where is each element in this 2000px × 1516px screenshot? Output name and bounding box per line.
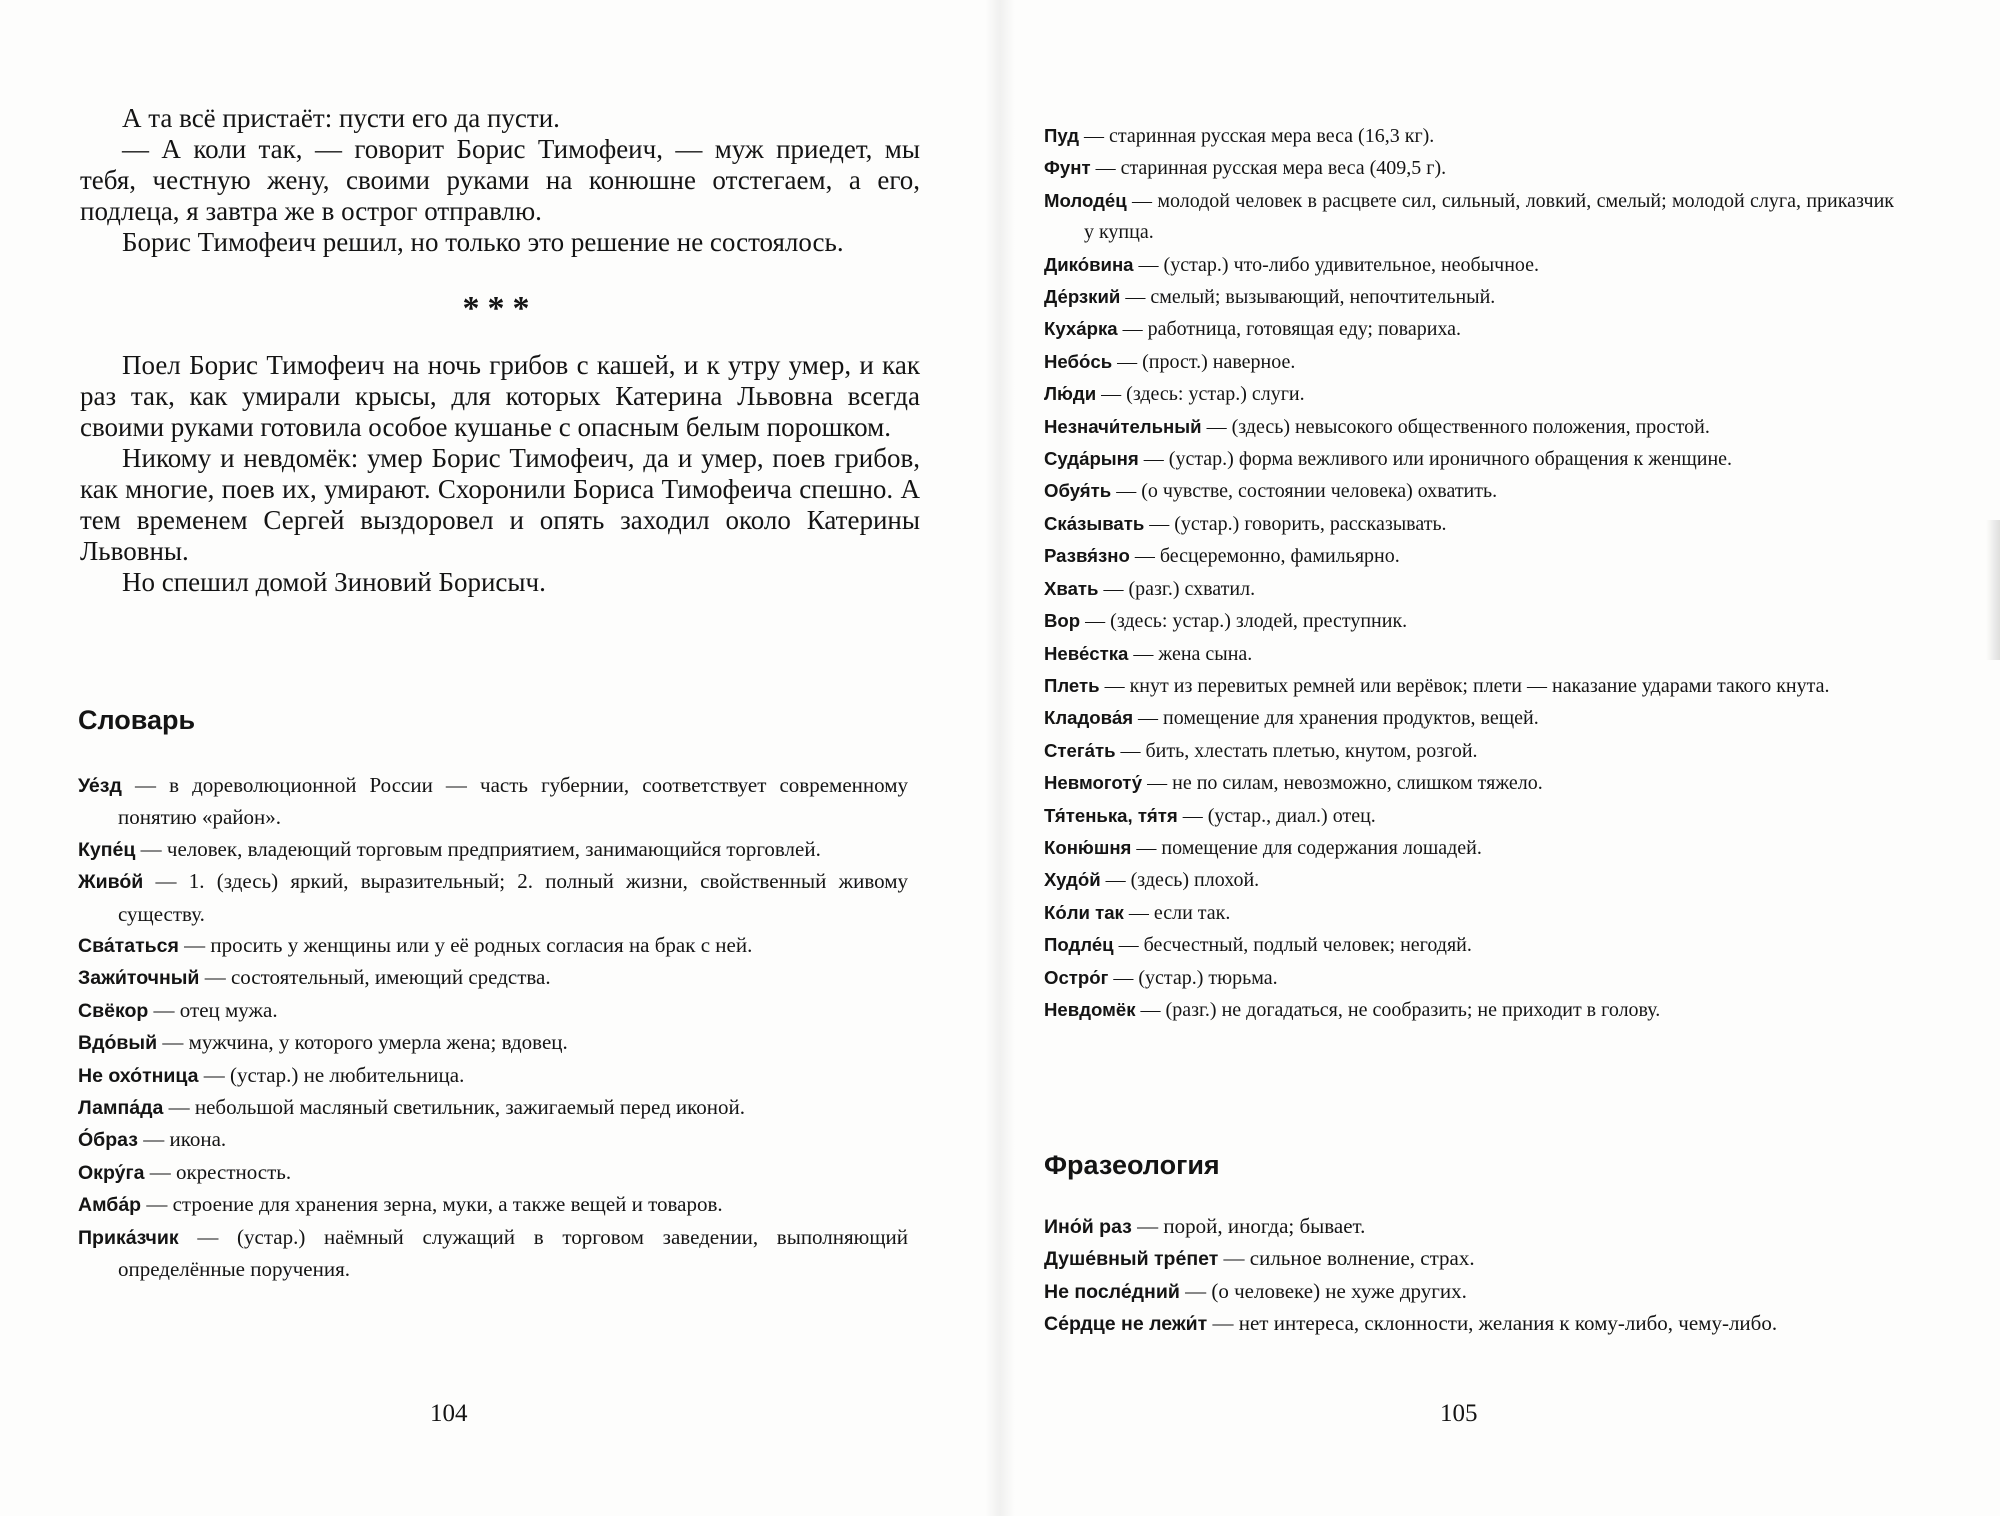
glossary-entry [1044,508,1894,540]
phraseology-heading: Фразеология [1044,1150,1220,1180]
glossary-term: Худо́й [1044,869,1101,891]
glossary-term: Остро́г [1044,966,1109,988]
story-paragraph: Поел Борис Тимофеич на ночь грибов с кашей, и к утру умер, и как раз так, как умирали крысы, для которых Катерина Львовна всегда своими руками готовила особое кушанье с опасным белым порошком. [80,350,920,442]
glossary-definition: — (устар.) тюрьма. [1113,966,1278,989]
glossary-term: Амба́р [78,1194,142,1217]
glossary-term: Фунт [1044,157,1091,179]
phraseology-entry [1044,1243,1894,1275]
glossary-entry [1044,864,1894,896]
glossary-definition: — (здесь: устар.) злодей, преступник. [1085,610,1408,633]
glossary-entry [1044,540,1894,572]
glossary-term: Стега́ть [1044,739,1116,761]
glossary-entry [78,962,908,994]
glossary-term: Купе́ц [78,838,136,861]
glossary-definition: — просить у женщины или у её родных согласия на брак с ней. [184,933,753,958]
glossary-term: Неве́стка [1044,642,1129,664]
section-separator: *** [462,290,538,327]
glossary-term: Зажи́точный [78,967,200,990]
glossary-entry [1044,735,1894,767]
glossary-entry [1044,767,1894,799]
glossary-definition: — (здесь) плохой. [1105,869,1260,892]
glossary-entry [78,1124,908,1156]
glossary-term: Дико́вина [1044,253,1134,275]
glossary-term: Пуд [1044,125,1080,146]
glossary-entry [1044,638,1894,670]
glossary-term: Окру́га [78,1161,145,1184]
glossary-term: Молоде́ц [1044,189,1127,211]
glossary-definition: — человек, владеющий торговым предприятием, занимающийся торговлей. [140,836,821,861]
glossary-definition: — бесчестный, подлый человек; негодяй. [1118,934,1472,957]
glossary-term: Тя́тенька, тя́тя [1044,804,1178,826]
glossary-term: Не охо́тница [78,1064,199,1087]
phraseology-entry [1044,1211,1894,1243]
glossary-definition: — если так. [1128,901,1231,924]
glossary-entry [1044,702,1894,734]
glossary-definition: — состоятельный, имеющий средства. [204,965,551,990]
glossary-entry [1044,249,1894,281]
glossary-definition: — (прост.) наверное. [1117,350,1296,373]
glossary-entry [1044,443,1894,475]
glossary-definition: — помещение для содержания лошадей. [1136,836,1482,859]
glossary-entry [78,995,908,1027]
story-paragraph: Но спешил домой Зиновий Борисыч. [122,567,546,597]
glossary-term: Сва́таться [78,935,179,958]
glossary-term: Суда́рыня [1044,448,1139,470]
story-paragraph: Никому и невдомёк: умер Борис Тимофеич, да и умер, поев грибов, как многие, поев их, умирают. Схоронили Бориса Тимофеича спешно. А тем временем Сергей выздоровел и опять заходил около Катерины Львовны. [80,443,920,566]
glossary-term: Обуя́ть [1044,480,1112,502]
glossary-definition: — (устар.) не любительница. [203,1062,465,1087]
glossary-definition: — отец мужа. [153,997,278,1022]
phraseology-list [1044,1211,1894,1341]
glossary-term: Хвать [1044,577,1099,599]
phraseology-definition: — (о человеке) не хуже других. [1185,1278,1467,1303]
story-paragraph: Борис Тимофеич решил, но только это решение не состоялось. [122,227,844,257]
glossary-definition: — молодой человек в расцвете сил, сильный, ловкий, смелый; молодой слуга, приказчик у купца. [1084,189,1894,244]
glossary-definition: — (устар.) что-либо удивительное, необычное. [1138,253,1540,276]
glossary-definition: — мужчина, у которого умерла жена; вдовец. [162,1030,568,1055]
story-text-top [80,103,920,258]
glossary-entry [78,1189,908,1221]
glossary-definition: — в дореволюционной России — часть губернии, соответствует современному понятию «район». [118,773,909,830]
glossary-term: Подле́ц [1044,934,1114,956]
glossary-term: Кладова́я [1044,707,1134,729]
glossary-term: Живо́й [78,871,144,894]
glossary-definition: — (здесь) невысокого общественного положения, простой. [1206,415,1710,438]
glossary-definition: — икона. [143,1127,227,1152]
glossary-entry [1044,962,1894,994]
glossary-term: Лампа́да [78,1097,164,1120]
glossary-term: Коню́шня [1044,836,1132,858]
glossary-entry [1044,605,1894,637]
page-number: 105 [1440,1400,1478,1427]
glossary-term: Вор [1044,610,1081,632]
phraseology-term: Се́рдце не лежи́т [1044,1313,1208,1336]
glossary-term: Ска́зывать [1044,512,1145,534]
glossary-definition: — жена сына. [1133,642,1253,665]
glossary-entry [1044,475,1894,507]
glossary-term: Прика́зчик [78,1226,179,1249]
glossary-definition: — работница, готовящая еду; повариха. [1122,318,1462,341]
glossary-term: Плеть [1044,674,1100,696]
glossary-term: Куха́рка [1044,318,1118,340]
glossary-term: Свёкор [78,999,149,1022]
phraseology-entry [1044,1308,1894,1340]
glossary-term: Небо́сь [1044,350,1113,372]
glossary-heading: Словарь [78,705,196,735]
glossary-entry [1044,929,1894,961]
glossary-term: Де́рзкий [1044,286,1121,308]
glossary-definition: — не по силам, невозможно, слишком тяжело. [1147,772,1543,795]
phraseology-term: Душе́вный тре́пет [1044,1248,1219,1271]
glossary-definition: — (разг.) не догадаться, не сообразить; не приходит в голову. [1140,998,1661,1021]
glossary-definition: — помещение для хранения продуктов, вещей. [1138,707,1539,730]
phraseology-entry [1044,1276,1894,1308]
story-paragraph: А та всё пристаёт: пусти его да пусти. [122,103,560,133]
glossary-entry [1044,346,1894,378]
glossary-entry [78,1157,908,1189]
glossary-entry [1044,120,1894,152]
glossary-definition: — бесцеремонно, фамильярно. [1134,545,1400,568]
phraseology-definition: — порой, иногда; бывает. [1137,1214,1366,1238]
glossary-definition: — смелый; вызывающий, непочтительный. [1125,286,1496,309]
glossary-entry [1044,281,1894,313]
right-page [1000,0,2000,1516]
glossary-term: Развя́зно [1044,545,1130,567]
glossary-entry [78,1222,908,1286]
phraseology-term: Не после́дний [1044,1280,1180,1303]
glossary-entry [78,834,908,866]
page-edge-shadow [1986,520,2000,660]
glossary-definition: — кнут из перевитых ремней или верёвок; плети — наказание ударами такого кнута. [1104,674,1830,697]
phraseology-definition: — нет интереса, склонности, желания к кому-либо, чему-либо. [1212,1311,1778,1336]
story-paragraph: — А коли так, — говорит Борис Тимофеич, — муж приедет, мы тебя, честную жену, своими руками на конюшне отстегаем, а его, подлеца, я завтра же в острог отправлю. [80,134,920,226]
glossary-entry [78,1027,908,1059]
glossary-term: О́браз [78,1129,138,1152]
glossary-entry [1044,800,1894,832]
glossary-list-left [78,770,908,1286]
glossary-definition: — (о чувстве, состоянии человека) охватить. [1116,480,1498,503]
glossary-entry [1044,411,1894,443]
glossary-term: Незначи́тельный [1044,415,1202,437]
glossary-definition: — (устар.) наёмный служащий в торговом заведении, выполняющий определённые поручения. [118,1224,908,1282]
glossary-entry [78,770,908,834]
glossary-entry [1044,313,1894,345]
glossary-term: Невдомёк [1044,998,1136,1020]
glossary-definition: — (разг.) схватил. [1103,577,1256,600]
glossary-term: Лю́ди [1044,383,1097,405]
glossary-entry [78,866,908,930]
glossary-term: Невмоготу́ [1044,772,1143,794]
glossary-term: Ко́ли так [1044,901,1124,923]
glossary-definition: — строение для хранения зерна, муки, а также вещей и товаров. [146,1192,723,1217]
glossary-entry [1044,670,1894,702]
glossary-entry [1044,152,1894,184]
glossary-entry [78,1092,908,1124]
phraseology-term: Ино́й раз [1044,1216,1132,1238]
glossary-definition: — (устар.) говорить, рассказывать. [1149,512,1447,535]
glossary-definition: — (устар., диал.) отец. [1182,804,1376,827]
glossary-definition: — (здесь: устар.) слуги. [1101,383,1305,406]
glossary-definition: — бить, хлестать плетью, кнутом, розгой. [1120,739,1478,762]
glossary-definition: — окрестность. [149,1159,292,1184]
glossary-entry [78,930,908,962]
glossary-definition: — небольшой масляный светильник, зажигаемый перед иконой. [168,1095,746,1120]
phraseology-definition: — сильное волнение, страх. [1223,1246,1475,1271]
glossary-definition: — старинная русская мера веса (409,5 г). [1095,157,1447,180]
glossary-entry [1044,573,1894,605]
glossary-entry [1044,832,1894,864]
glossary-term: Вдо́вый [78,1032,158,1055]
glossary-entry [1044,994,1894,1026]
glossary-definition: — старинная русская мера веса (16,3 кг). [1084,125,1435,147]
glossary-entry [1044,185,1894,249]
glossary-definition: — (устар.) форма вежливого или ироничного обращения к женщине. [1143,448,1733,471]
glossary-list-right [1044,120,1894,1026]
glossary-entry [1044,897,1894,929]
glossary-entry [78,1060,908,1092]
story-text-bottom [80,350,920,598]
glossary-term: Уе́зд [78,775,122,797]
glossary-entry [1044,378,1894,410]
glossary-definition: — 1. (здесь) яркий, выразительный; 2. полный жизни, свойственный живому существу. [118,869,908,926]
page-number: 104 [430,1400,468,1427]
